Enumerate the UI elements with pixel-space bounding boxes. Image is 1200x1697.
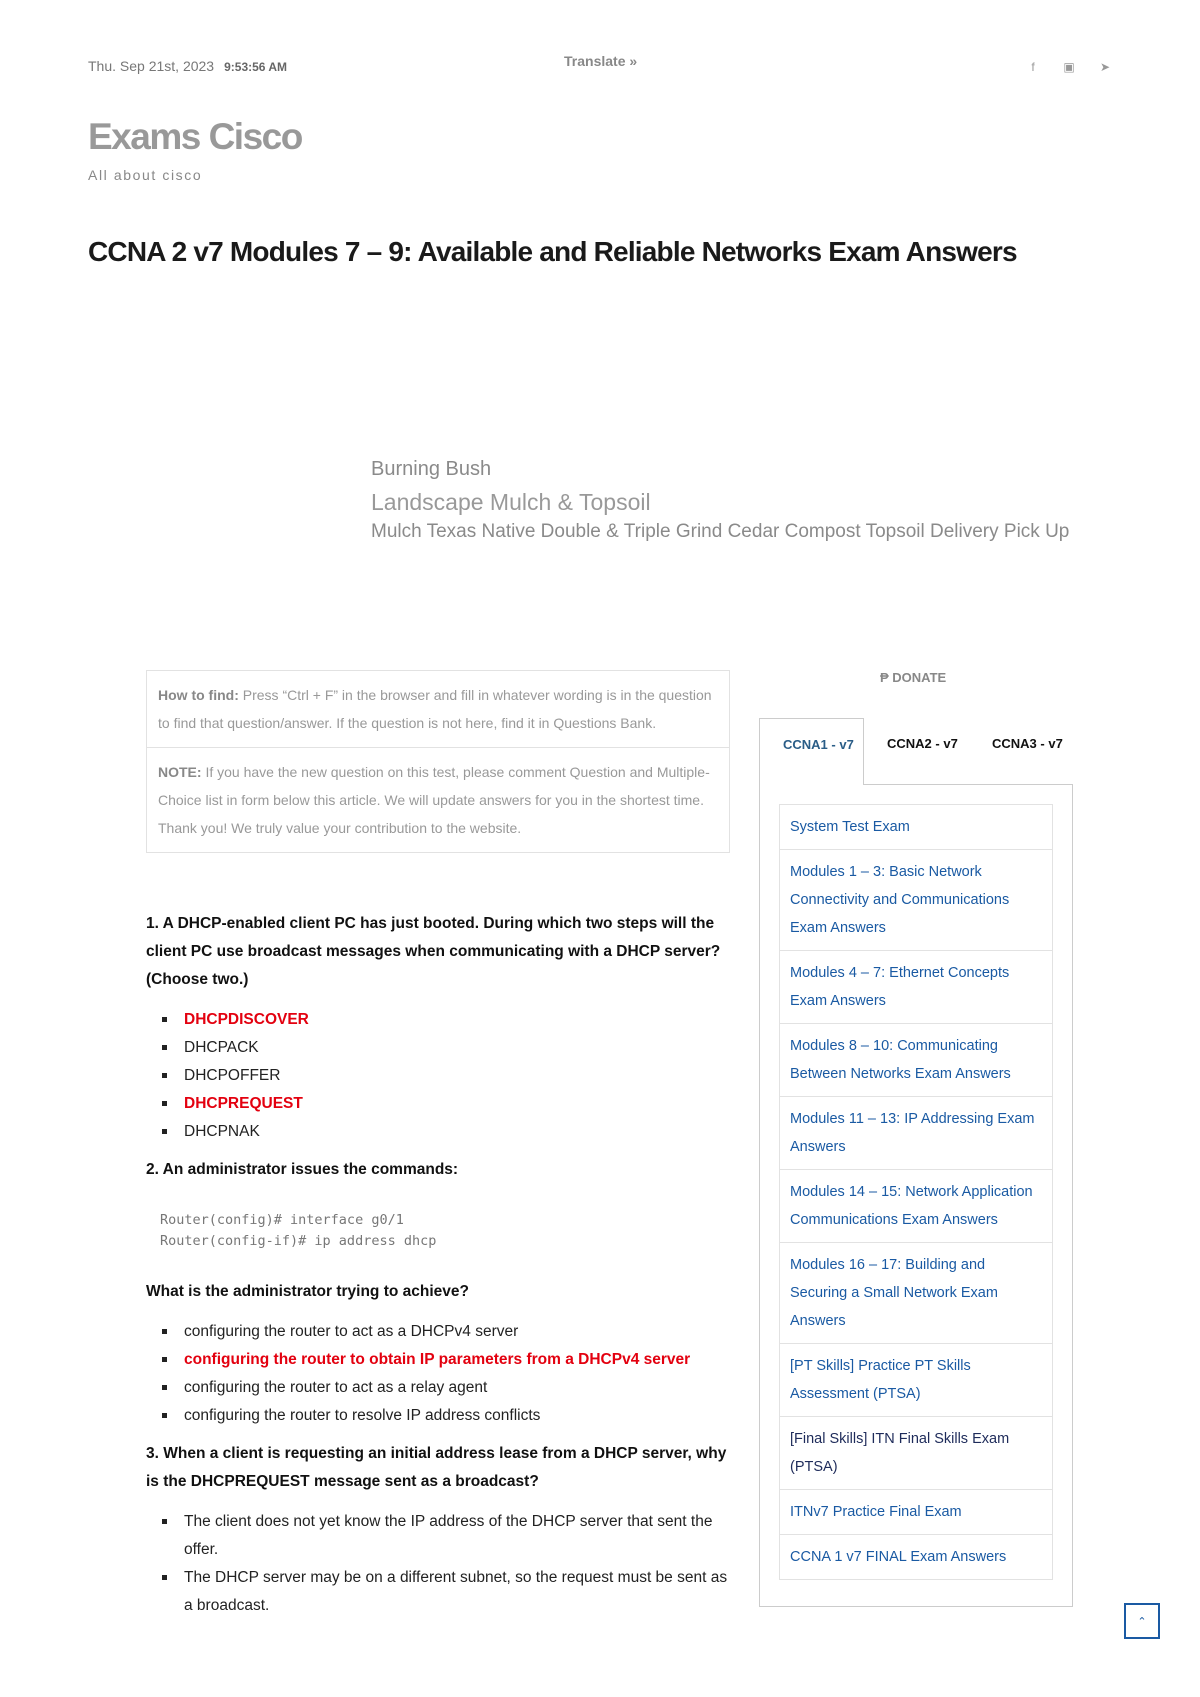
page-title: CCNA 2 v7 Modules 7 – 9: Available and Reliable Networks Exam Answers [88, 236, 1017, 267]
paypal-icon: ₱ [880, 670, 893, 685]
exam-link[interactable]: Modules 16 – 17: Building and Securing a Small Network Exam Answers [780, 1242, 1052, 1343]
question-1-options [146, 1006, 736, 1146]
date-text: Thu. Sep 21st, 2023 [88, 58, 215, 74]
question-3-options [146, 1508, 736, 1620]
exam-link[interactable]: [Final Skills] ITN Final Skills Exam (PTSA) [780, 1416, 1052, 1489]
site-tagline: All about cisco [88, 167, 203, 183]
exam-link-list [779, 804, 1053, 1580]
current-time: 9:53:56 AM [224, 60, 288, 74]
chevron-up-icon: ⌃ [1137, 1615, 1147, 1628]
ad-line-2[interactable]: Landscape Mulch & Topsoil [371, 489, 651, 515]
tab-bar [759, 718, 1073, 785]
exam-link[interactable]: System Test Exam [790, 819, 910, 835]
list-item: The client does not yet know the IP address of the DHCP server that sent the offer. [162, 1508, 736, 1564]
tab-ccna2[interactable]: CCNA2 - v7 [864, 718, 969, 785]
ad-line-3[interactable]: Mulch Texas Native Double & Triple Grind Cedar Compost Topsoil Delivery Pick Up [371, 521, 1070, 542]
note-text: If you have the new question on this test, please comment Question and Multiple-Choice list in form below this article. We will update answers for you in the shortest time. Thank you! We truly value your contribution to the website. [158, 764, 710, 836]
top-bar [88, 53, 1112, 82]
tab-panel [759, 785, 1073, 1607]
social-links [1026, 60, 1112, 74]
list-item: DHCPOFFER [162, 1062, 736, 1090]
list-item: DHCPNAK [162, 1118, 736, 1146]
code-block: Router(config)# interface g0/1 Router(config-if)# ip address dhcp [160, 1212, 437, 1249]
howto-text: Press “Ctrl + F” in the browser and fill in whatever wording is in the question to find that question/answer. If the question is not here, find it in Questions Bank. [158, 687, 712, 731]
list-item: DHCPDISCOVER [162, 1006, 736, 1034]
howto-label: How to find: [158, 687, 239, 703]
question-2-options [146, 1318, 736, 1430]
exam-link[interactable]: Modules 4 – 7: Ethernet Concepts Exam Answers [780, 950, 1052, 1023]
howto-box [147, 671, 729, 747]
list-item: DHCPREQUEST [162, 1090, 736, 1118]
article-content [146, 910, 736, 1630]
exam-link[interactable]: Modules 1 – 3: Basic Network Connectivity and Communications Exam Answers [780, 849, 1052, 950]
list-item: configuring the router to obtain IP parameters from a DHCPv4 server [162, 1346, 736, 1374]
question-2-subtext: What is the administrator trying to achieve? [146, 1283, 469, 1300]
list-item: configuring the router to act as a relay agent [162, 1374, 736, 1402]
exam-link[interactable]: [PT Skills] Practice PT Skills Assessment (PTSA) [780, 1343, 1052, 1416]
tab-ccna3[interactable]: CCNA3 - v7 [969, 718, 1073, 785]
exam-link[interactable]: Modules 11 – 13: IP Addressing Exam Answers [780, 1096, 1052, 1169]
question-2: 2. An administrator issues the commands: [146, 1161, 459, 1178]
exam-link[interactable]: ITNv7 Practice Final Exam [780, 1489, 1052, 1534]
exam-tabs-widget [759, 718, 1073, 1607]
notice-panel [146, 670, 730, 853]
note-label: NOTE: [158, 764, 202, 780]
list-item: DHCPACK [162, 1034, 736, 1062]
question-1: 1. A DHCP-enabled client PC has just booted. During which two steps will the client PC use broadcast messages when communicating with a DHCP server? (Choose two.) [146, 915, 721, 988]
current-date [88, 58, 287, 74]
exam-link[interactable]: Modules 14 – 15: Network Application Communications Exam Answers [780, 1169, 1052, 1242]
facebook-icon[interactable]: f [1031, 60, 1035, 74]
note-box [147, 747, 729, 852]
translate-link[interactable]: Translate » [564, 53, 638, 69]
tab-ccna1[interactable]: CCNA1 - v7 [759, 718, 864, 785]
exam-link[interactable]: Modules 8 – 10: Communicating Between Networks Exam Answers [780, 1023, 1052, 1096]
exam-link[interactable]: CCNA 1 v7 FINAL Exam Answers [780, 1534, 1052, 1579]
youtube-icon[interactable]: ▣ [1063, 60, 1075, 74]
back-to-top-button[interactable] [1124, 1603, 1160, 1639]
advertisement[interactable] [371, 458, 1069, 543]
question-3: 3. When a client is requesting an initial address lease from a DHCP server, why is the DHCPREQUEST message sent as a broadcast? [146, 1445, 727, 1490]
list-item: The DHCP server may be on a different subnet, so the request must be sent as a broadcast. [162, 1564, 736, 1620]
ad-line-1[interactable]: Burning Bush [371, 458, 492, 480]
list-item: configuring the router to act as a DHCPv4 server [162, 1318, 736, 1346]
telegram-icon[interactable]: ➤ [1099, 60, 1111, 74]
donate-button[interactable] [880, 670, 946, 685]
site-brand[interactable]: Exams Cisco [88, 116, 302, 157]
donate-label: DONATE [892, 670, 947, 685]
list-item: configuring the router to resolve IP address conflicts [162, 1402, 736, 1430]
